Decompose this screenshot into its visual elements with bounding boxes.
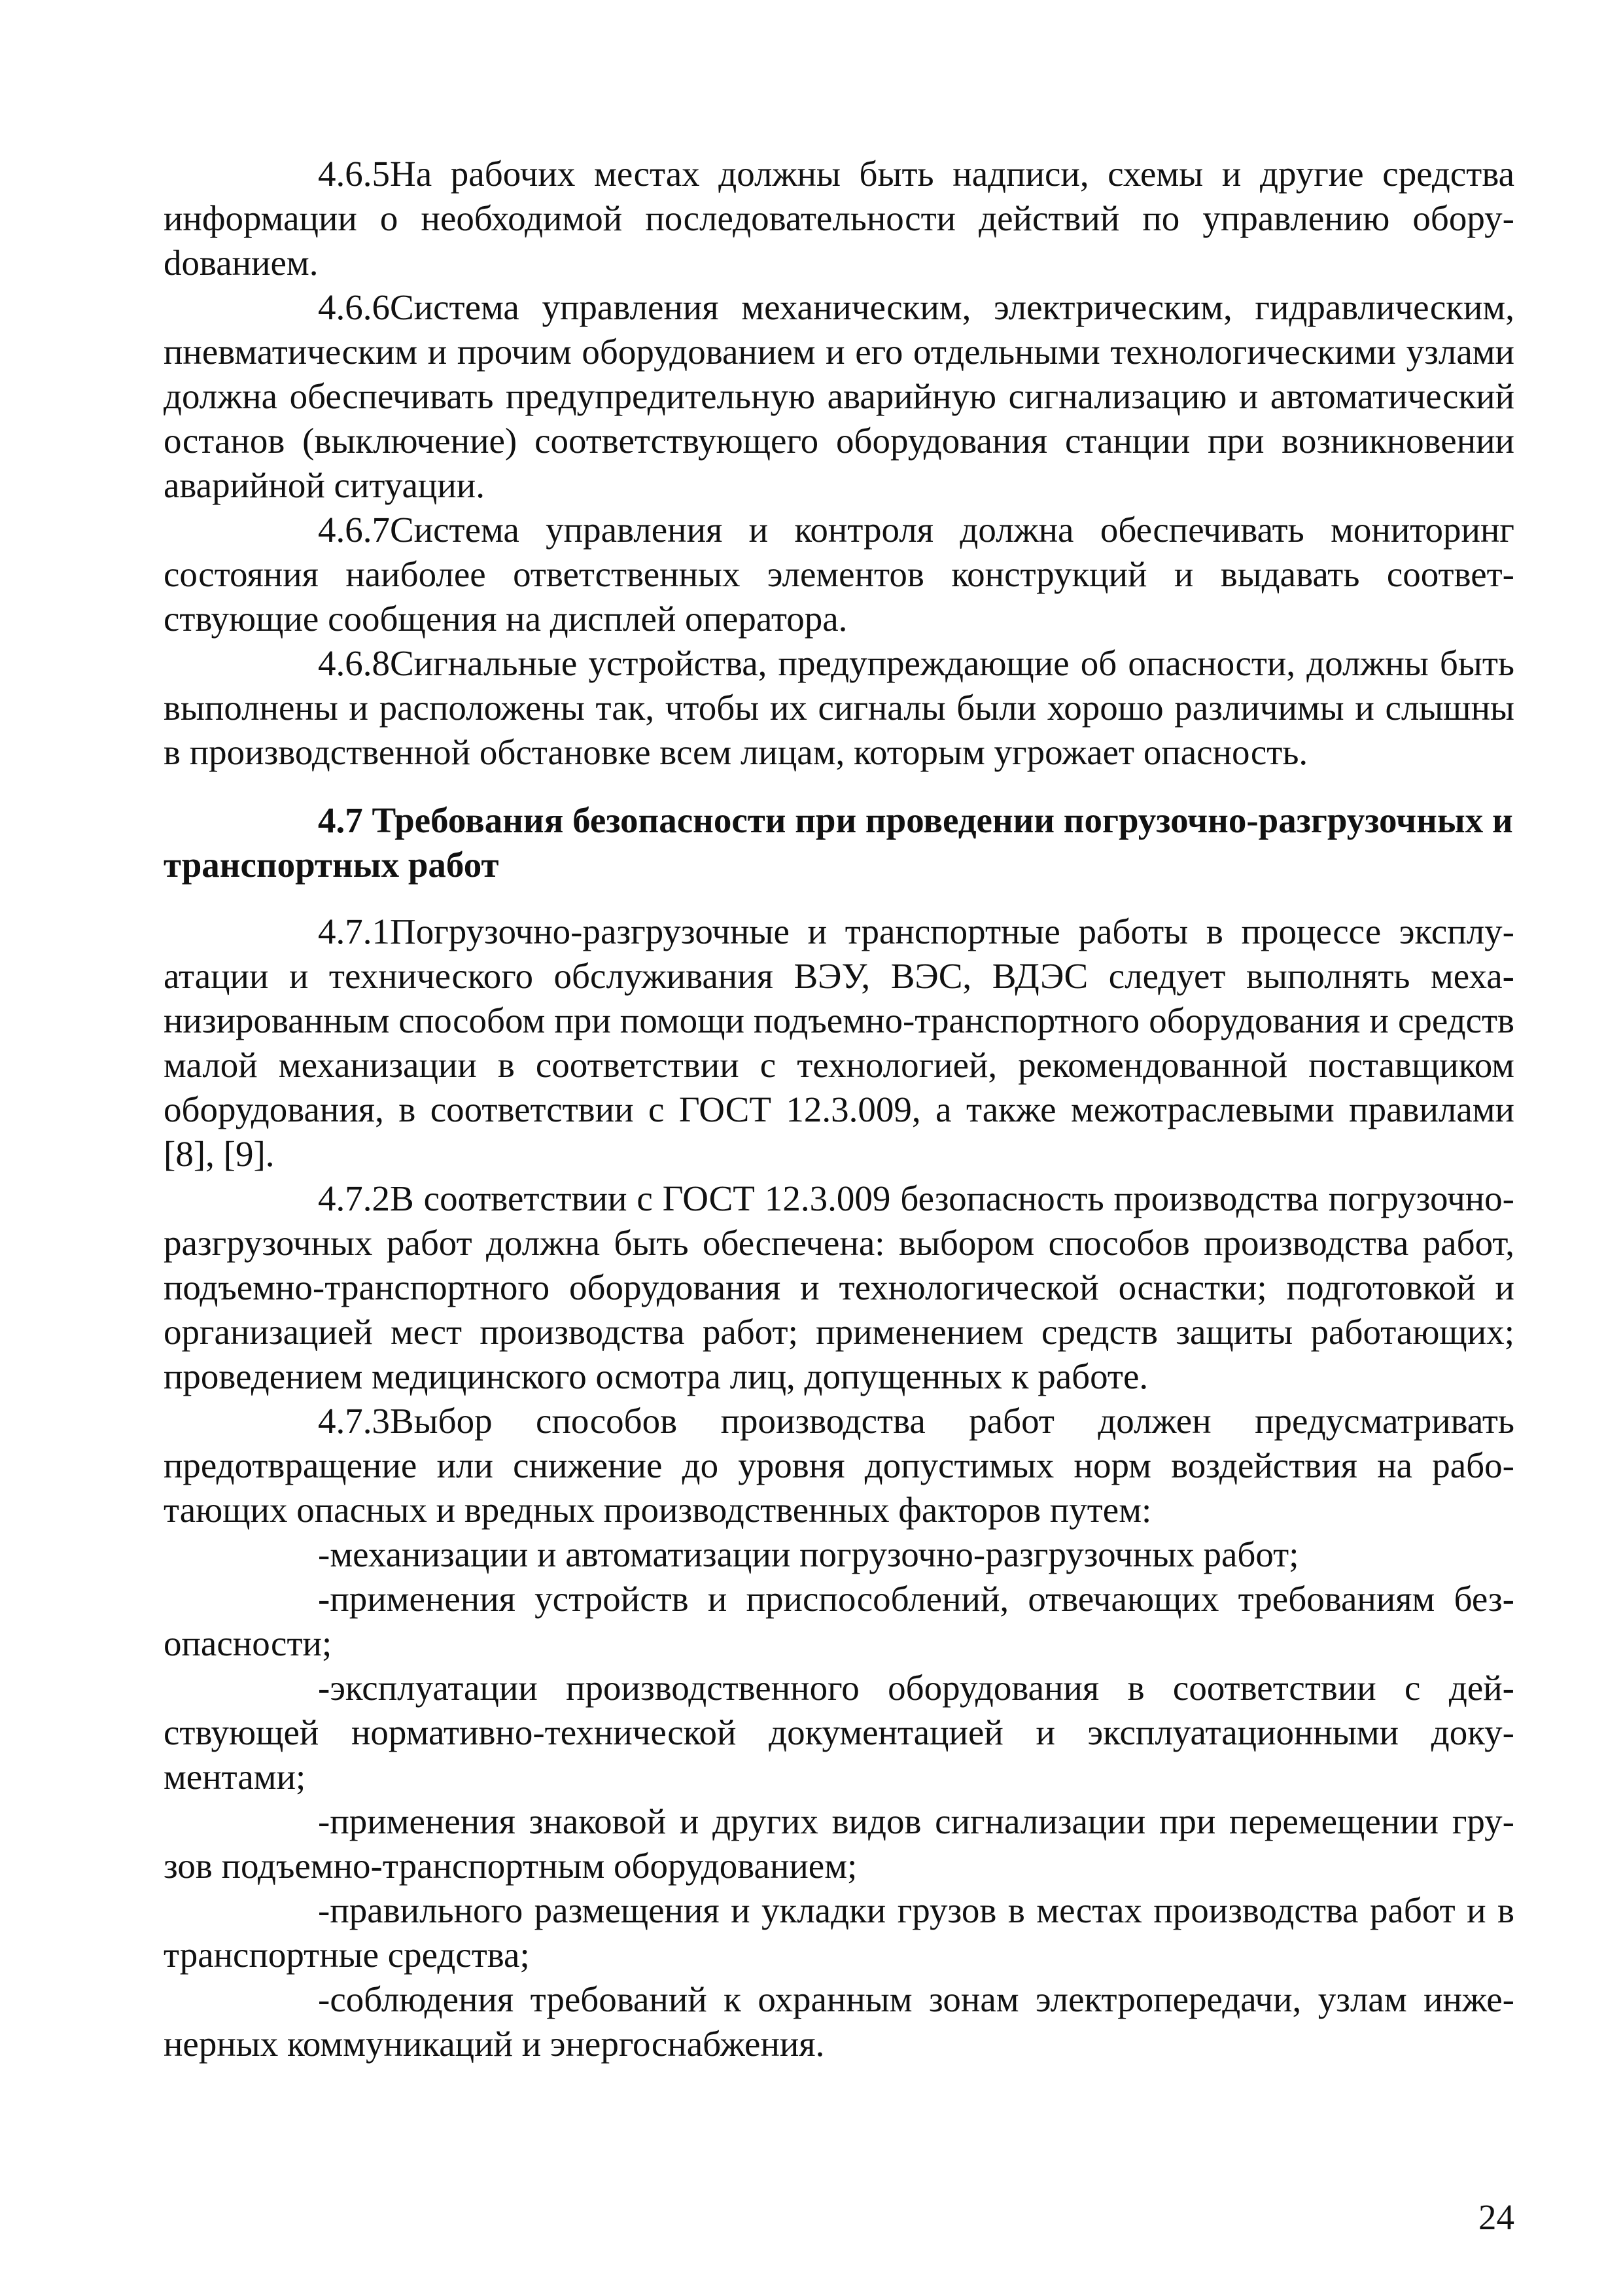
paragraph-4-6-7 [164, 508, 1514, 641]
list-item-text: эксплуатации производственного оборудования в соответствии с действующей нормативно-технической документацией и эксплуатационными документами; [164, 1668, 1514, 1797]
paragraph-text: Выбор способов производства работ должен предусматривать предотвращение или снижение до уровня допустимых норм воздействия на работающих опасных и вредных производственных факторов путем: [164, 1401, 1514, 1530]
list-item [164, 1799, 1514, 1888]
paragraph-4-7-3 [164, 1399, 1514, 1532]
paragraph-text: Погрузочно-разгрузочные и транспортные работы в процессе эксплуатации и технического обслуживания ВЭУ, ВЭС, ВДЭС следует выполнять механизированным способом при помощи подъемно-транспортного оборудования и средств малой механизации в соответствии с технологией, рекомендованной поставщиком оборудования, в соответствии с ГОСТ 12.3.009, а также межотраслевыми правилами [8], [9]. [164, 911, 1514, 1174]
paragraph-4-6-5 [164, 152, 1514, 285]
paragraph-number: 4.7.1 [318, 911, 390, 951]
list-dash: - [318, 1668, 330, 1708]
paragraph-text: Сигнальные устройства, предупреждающие об опасности, должны быть выполнены и расположены так, чтобы их сигналы были хорошо различимы и слышны в производственной обстановке всем лицам, которым угрожает опасность. [164, 643, 1514, 772]
paragraph-number: 4.6.5 [318, 154, 390, 194]
list-item-text: применения устройств и приспособлений, отвечающих требованиям безопасности; [164, 1579, 1514, 1663]
page-number: 24 [1478, 2197, 1514, 2237]
list-item [164, 1666, 1514, 1799]
list-dash: - [318, 1801, 330, 1841]
paragraph-number: 4.6.6 [318, 287, 390, 327]
list-item-text: соблюдения требований к охранным зонам электропередачи, узлам инженерных коммуникаций и энергоснабжения. [164, 1979, 1514, 2064]
list-dash: - [318, 1579, 330, 1619]
section-heading-text: Требования безопасности при проведении погрузочно-разгрузочных и транспортных работ [164, 800, 1513, 885]
list-dash: - [318, 1979, 330, 2019]
list-item [164, 1977, 1514, 2066]
section-heading-4-7 [164, 798, 1514, 887]
list-item [164, 1577, 1514, 1666]
list-item [164, 1888, 1514, 1977]
paragraph-text: В соответствии с ГОСТ 12.3.009 безопасность производства погрузочно-разгрузочных работ должна быть обеспечена: выбором способов производства работ, подъемно-транспортного оборудования и технологической оснастки; подготовкой и организацией мест производства работ; применением средств защиты работающих; проведением медицинского осмотра лиц, допущенных к работе. [164, 1178, 1514, 1396]
paragraph-number: 4.7.2 [318, 1178, 390, 1218]
paragraph-text: На рабочих местах должны быть надписи, схемы и другие средства информации о необходимой последовательности действий по управлению оборуdованием. [164, 154, 1514, 283]
paragraph-4-7-2 [164, 1176, 1514, 1399]
paragraph-4-6-8 [164, 641, 1514, 775]
paragraph-number: 4.7.3 [318, 1401, 390, 1441]
list-item-text: правильного размещения и укладки грузов в местах производства работ и в транспортные средства; [164, 1890, 1514, 1975]
list-item-text: механизации и автоматизации погрузочно-разгрузочных работ; [330, 1534, 1299, 1574]
list-dash: - [318, 1890, 330, 1930]
list-item-text: применения знаковой и других видов сигнализации при перемещении грузов подъемно-транспортным оборудованием; [164, 1801, 1514, 1886]
paragraph-text: Система управления механическим, электрическим, гидравлическим, пневматическим и прочим оборудованием и его отдельными технологическими узлами должна обеспечивать предупредительную аварийную сигнализацию и автоматический останов (выключение) соответствующего оборудования станции при возникновении аварийной ситуации. [164, 287, 1514, 505]
section-heading-number: 4.7 [318, 800, 363, 840]
list-dash: - [318, 1534, 330, 1574]
paragraph-4-7-1 [164, 910, 1514, 1176]
list-item [164, 1532, 1514, 1577]
page-body [164, 152, 1514, 2066]
paragraph-text: Система управления и контроля должна обеспечивать мониторинг состояния наиболее ответственных элементов конструкций и выдавать соответствующие сообщения на дисплей оператора. [164, 510, 1514, 639]
paragraph-4-6-6 [164, 285, 1514, 508]
paragraph-number: 4.6.7 [318, 510, 390, 550]
paragraph-number: 4.6.8 [318, 643, 390, 683]
